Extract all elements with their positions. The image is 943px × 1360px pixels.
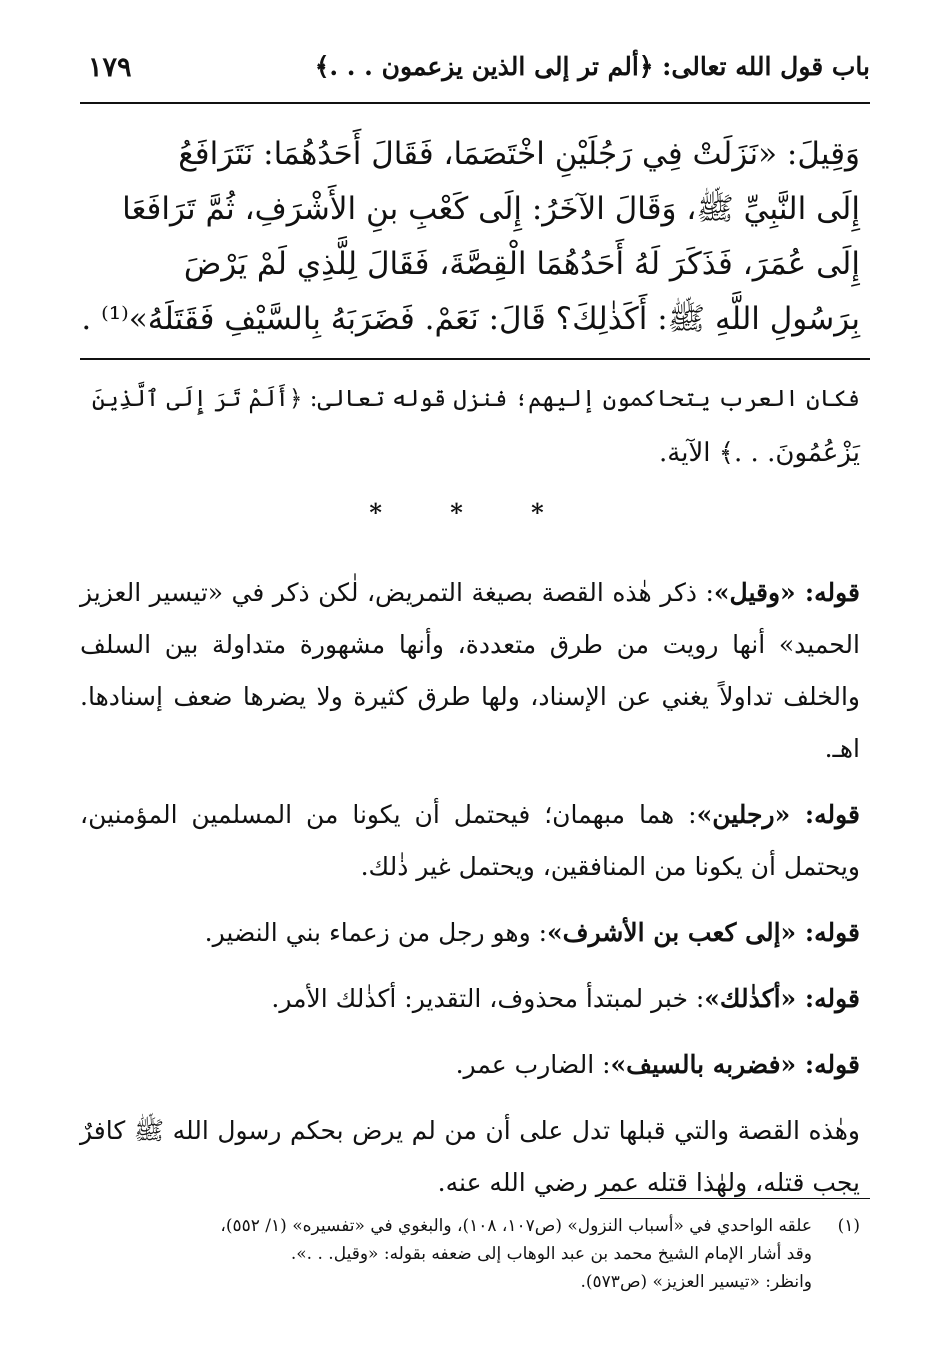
commentary-paragraph xyxy=(80,789,860,893)
hadith-line: وَقِيلَ: «نَزَلَتْ فِي رَجُلَيْنِ اخْتَصَمَا، فَقَالَ أَحَدُهُمَا: نَتَرَافَعُ xyxy=(178,136,860,172)
section-separator: * * * xyxy=(369,498,574,527)
footnote-text xyxy=(80,1212,812,1296)
chapter-title: باب قول الله تعالى: ﴿ألم تر إلى الذين يزعمون . . .﴾ xyxy=(314,52,870,81)
commentary-text: وهٰذه القصة والتي قبلها تدل على أن من لم يرض بحكم رسول الله ﷺ كافرٌ يجب قتله، ولهٰذا قتله عمر رضي الله عنه. xyxy=(80,1116,860,1197)
commentary-paragraph xyxy=(80,1039,860,1091)
context-paragraph xyxy=(80,372,860,480)
commentary-keyword: قوله: «إلى كعب بن الأشرف» xyxy=(547,918,860,947)
footnotes xyxy=(80,1212,860,1296)
hadith-line: بِرَسُولِ اللَّهِ ﷺ: أَكَذٰلِكَ؟ قَالَ: نَعَمْ. فَضَرَبَهُ بِالسَّيْفِ فَقَتَلَهُ»⁽¹⁾ . xyxy=(81,301,860,337)
commentary-text: : الضارب عمر. xyxy=(455,1050,611,1079)
footnote-line: وقد أشار الإمام الشيخ محمد بن عبد الوهاب إلى ضعفه بقوله: «وقيل. . .». xyxy=(290,1244,812,1264)
context-line: فكان العرب يتحاكمون إليهم؛ فنزل قوله تعالى: ﴿أَلَمْ تَرَ إِلَى ٱلَّذِينَ xyxy=(91,386,860,412)
page-header xyxy=(80,40,870,100)
footnote xyxy=(80,1212,860,1296)
commentary-text: : هما مبهمان؛ فيحتمل أن يكونا من المسلمين المؤمنين، ويحتمل أن يكونا من المنافقين، ويحتمل غير ذٰلك. xyxy=(80,800,860,881)
context-line: يَزْعُمُونَ. . .﴾ الآية. xyxy=(659,438,860,468)
page-number: ١٧٩ xyxy=(88,52,132,83)
commentary-keyword: قوله: «رجلين» xyxy=(696,800,861,829)
commentary-paragraph xyxy=(80,907,860,959)
hadith-line: إِلَى النَّبِيِّ ﷺ، وَقَالَ الآخَرُ: إِلَى كَعْبِ بنِ الأَشْرَفِ، ثُمَّ تَرَافَعَا xyxy=(122,191,860,227)
commentary-text: : ذكر هٰذه القصة بصيغة التمريض، لٰكن ذكر في «تيسير العزيز الحميد» أنها رويت من طرق متعددة، وأنها مشهورة متداولة بين السلف والخلف تداولاً يغني عن الإسناد، ولها طرق كثيرة ولا يضرها ضعف إسنادها. اهـ. xyxy=(80,578,860,763)
commentary-paragraph xyxy=(80,1105,860,1209)
commentary-keyword: قوله: «فضربه بالسيف» xyxy=(610,1050,860,1079)
hadith-line: إِلَى عُمَرَ، فَذَكَرَ لَهُ أَحَدُهُمَا الْقِصَّةَ، فَقَالَ لِلَّذِي لَمْ يَرْضَ xyxy=(183,246,860,282)
footnote-line: وانظر: «تيسير العزيز» (ص٥٧٣). xyxy=(580,1272,812,1292)
footnote-line: علقه الواحدي في «أسباب النزول» (ص١٠٧، ١٠٨)، والبغوي في «تفسيره» (١/ ٥٥٢)، xyxy=(220,1216,812,1236)
commentary-paragraph xyxy=(80,973,860,1025)
commentary-text: : خبر لمبتدأ محذوف، التقدير: أكذٰلك الأمر. xyxy=(271,984,705,1013)
commentary-paragraph xyxy=(80,567,860,775)
commentary-keyword: قوله: «وقيل» xyxy=(713,578,860,607)
footnote-rule xyxy=(600,1198,870,1199)
hadith-text xyxy=(80,127,860,347)
hadith-rule xyxy=(80,358,870,360)
footnote-number: (١) xyxy=(837,1216,860,1236)
commentary-keyword: قوله: «أكذٰلك» xyxy=(704,984,860,1013)
header-rule xyxy=(80,102,870,104)
commentary-text: : وهو رجل من زعماء بني النضير. xyxy=(204,918,548,947)
commentary xyxy=(80,567,860,1223)
